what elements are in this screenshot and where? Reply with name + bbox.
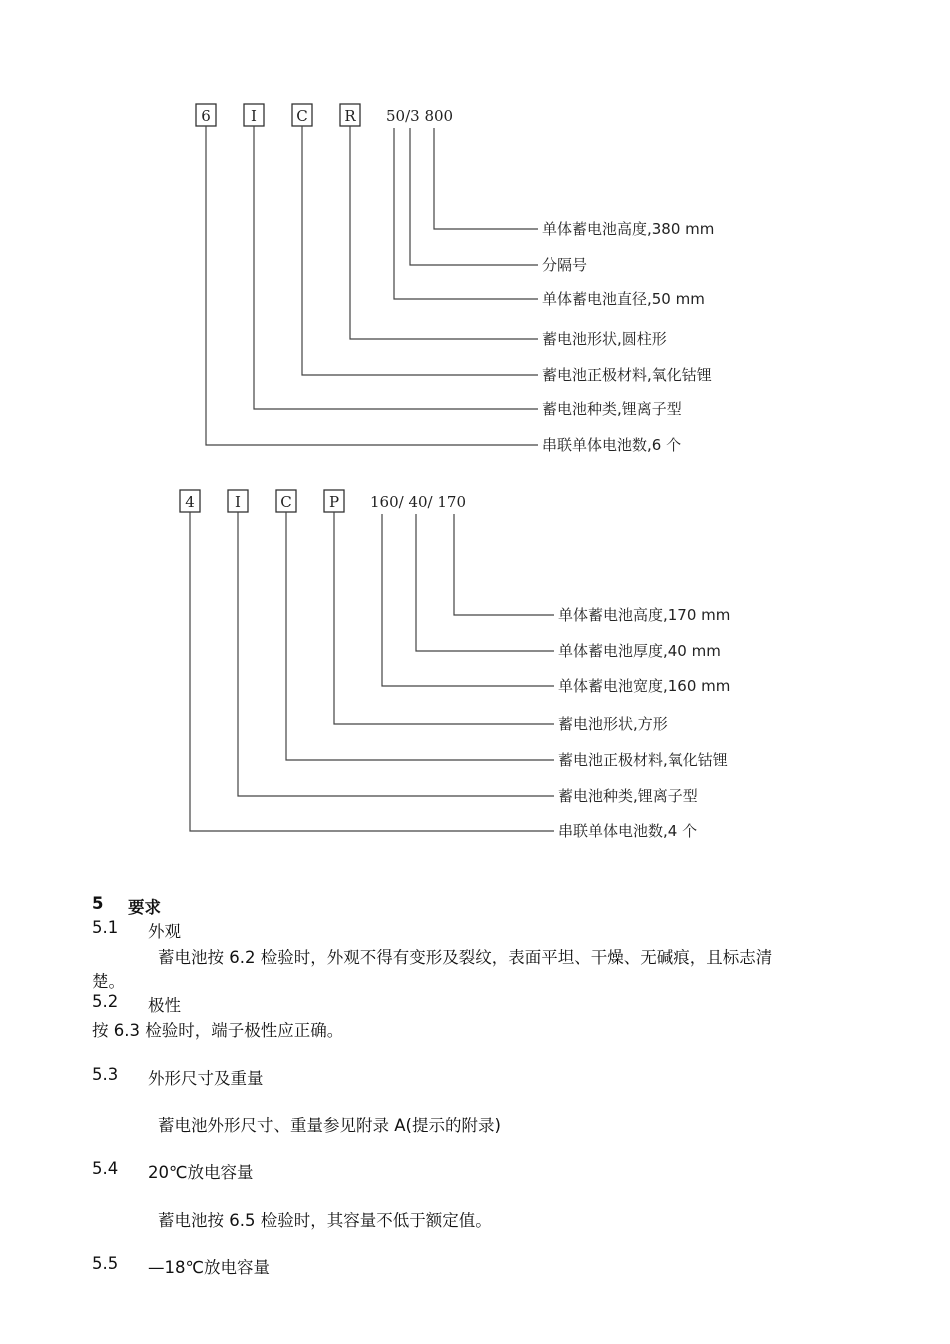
leader-line-shape bbox=[334, 512, 554, 724]
code-char-2: I bbox=[235, 493, 241, 511]
section-5-3-body: 蓄电池外形尺寸、重量参见附录 A(提示的附录) bbox=[158, 1116, 501, 1135]
section-5-2-number: 5.2 bbox=[92, 992, 119, 1011]
label-4: 蓄电池形状,方形 bbox=[558, 715, 668, 733]
section-5-2-title: 极性 bbox=[148, 996, 181, 1015]
code-char-2: I bbox=[251, 107, 257, 125]
section-5-4-title: 20℃放电容量 bbox=[148, 1163, 254, 1182]
leader-line-cathode bbox=[302, 126, 538, 375]
label-3: 单体蓄电池宽度,160 mm bbox=[558, 677, 731, 695]
label-1: 单体蓄电池高度,380 mm bbox=[542, 220, 715, 238]
leader-line-height bbox=[454, 514, 554, 615]
section-5-1-body-line2: 楚。 bbox=[92, 972, 125, 991]
section-5-number: 5 bbox=[92, 894, 104, 913]
code-char-3: C bbox=[280, 493, 292, 511]
diagram-1 bbox=[196, 104, 714, 454]
section-5-3-number: 5.3 bbox=[92, 1065, 119, 1084]
leader-line-cells bbox=[190, 512, 554, 831]
section-5-4-body: 蓄电池按 6.5 检验时，其容量不低于额定值。 bbox=[158, 1211, 492, 1230]
code-char-4: P bbox=[328, 493, 340, 511]
section-5-5-title: —18℃放电容量 bbox=[148, 1258, 271, 1277]
label-4: 蓄电池形状,圆柱形 bbox=[542, 330, 667, 348]
label-2: 分隔号 bbox=[542, 256, 588, 274]
dimension-code: 160/ 40/ 170 bbox=[370, 493, 466, 511]
label-5: 蓄电池正极材料,氧化钴锂 bbox=[558, 751, 728, 769]
leader-line-type bbox=[254, 126, 538, 409]
section-5-2-body: 按 6.3 检验时，端子极性应正确。 bbox=[92, 1021, 344, 1040]
label-7: 串联单体电池数,6 个 bbox=[542, 436, 682, 454]
label-6: 蓄电池种类,锂离子型 bbox=[558, 787, 698, 805]
label-5: 蓄电池正极材料,氧化钴锂 bbox=[542, 366, 712, 384]
label-3: 单体蓄电池直径,50 mm bbox=[542, 290, 705, 308]
code-char-1: 4 bbox=[185, 493, 195, 511]
code-char-1: 6 bbox=[201, 107, 211, 125]
section-5-1-number: 5.1 bbox=[92, 918, 119, 937]
leader-line-cathode bbox=[286, 512, 554, 760]
section-5-1-body-line1: 蓄电池按 6.2 检验时，外观不得有变形及裂纹，表面平坦、干燥、无碱痕，且标志清 bbox=[158, 948, 773, 967]
section-5-4-number: 5.4 bbox=[92, 1159, 119, 1178]
leader-line-diameter bbox=[394, 128, 538, 299]
diagram-2 bbox=[180, 490, 730, 840]
leader-line-height bbox=[434, 128, 538, 229]
leader-line-separator bbox=[410, 128, 538, 265]
section-5-5-number: 5.5 bbox=[92, 1254, 119, 1273]
label-7: 串联单体电池数,4 个 bbox=[558, 822, 698, 840]
label-2: 单体蓄电池厚度,40 mm bbox=[558, 642, 721, 660]
leader-line-cells bbox=[206, 126, 538, 445]
section-5-1-title: 外观 bbox=[148, 922, 181, 941]
leader-line-width bbox=[382, 514, 554, 686]
leader-line-shape bbox=[350, 126, 538, 339]
label-1: 单体蓄电池高度,170 mm bbox=[558, 606, 731, 624]
section-5-title: 要求 bbox=[128, 898, 161, 917]
leader-line-thickness bbox=[416, 514, 554, 651]
dimension-code: 50/3 800 bbox=[386, 107, 454, 125]
label-6: 蓄电池种类,锂离子型 bbox=[542, 400, 682, 418]
code-char-3: C bbox=[296, 107, 308, 125]
code-char-4: R bbox=[344, 107, 356, 125]
section-5-3-title: 外形尺寸及重量 bbox=[148, 1069, 264, 1088]
